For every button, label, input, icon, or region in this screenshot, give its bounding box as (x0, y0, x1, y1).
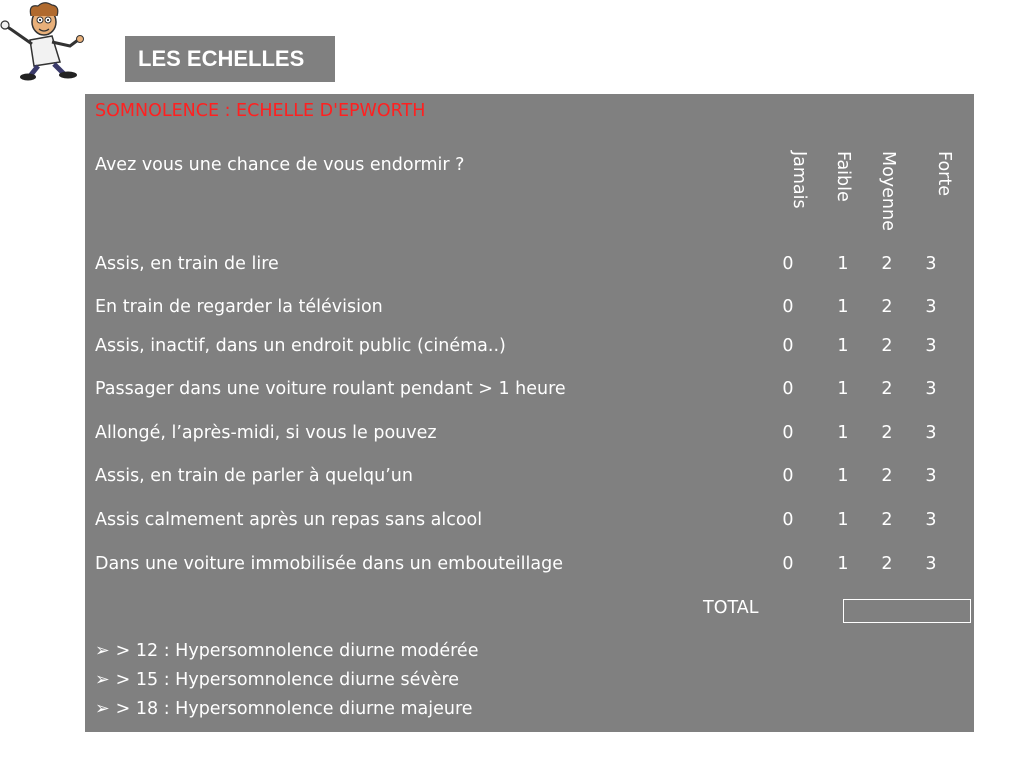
column-header-moyenne: Moyenne (878, 151, 898, 231)
score-option[interactable]: 0 (782, 254, 794, 274)
score-option[interactable]: 3 (925, 466, 937, 486)
score-option[interactable]: 0 (782, 510, 794, 530)
score-option[interactable]: 3 (925, 554, 937, 574)
score-option[interactable]: 1 (837, 379, 849, 399)
column-header-forte: Forte (934, 151, 954, 196)
score-option[interactable]: 0 (782, 554, 794, 574)
score-option[interactable]: 2 (881, 379, 893, 399)
arrow-bullet-icon: ➢ (95, 670, 110, 690)
score-option[interactable]: 3 (925, 297, 937, 317)
score-option[interactable]: 0 (782, 379, 794, 399)
total-input[interactable] (843, 599, 971, 623)
interpretation-item: ➢ > 15 : Hypersomnolence diurne sévère (95, 670, 460, 690)
cartoon-professor-icon (0, 0, 96, 82)
score-option[interactable]: 2 (881, 297, 893, 317)
score-option[interactable]: 2 (881, 423, 893, 443)
row-label: Assis, en train de lire (95, 254, 279, 274)
score-option[interactable]: 2 (881, 466, 893, 486)
arrow-bullet-icon: ➢ (95, 641, 110, 661)
row-label: Passager dans une voiture roulant pendant > 1 heure (95, 379, 566, 399)
column-header-jamais: Jamais (789, 151, 809, 209)
interpretation-item: ➢ > 18 : Hypersomnolence diurne majeure (95, 699, 473, 719)
score-option[interactable]: 1 (837, 466, 849, 486)
score-option[interactable]: 1 (837, 254, 849, 274)
page-title: LES ECHELLES (125, 36, 335, 82)
score-option[interactable]: 2 (881, 510, 893, 530)
score-option[interactable]: 0 (782, 297, 794, 317)
total-label: TOTAL (703, 598, 759, 618)
score-option[interactable]: 3 (925, 510, 937, 530)
row-label: Assis calmement après un repas sans alcool (95, 510, 483, 530)
row-label: Assis, en train de parler à quelqu’un (95, 466, 413, 486)
scale-question: Avez vous une chance de vous endormir ? (95, 155, 465, 175)
score-option[interactable]: 1 (837, 423, 849, 443)
row-label: En train de regarder la télévision (95, 297, 383, 317)
score-option[interactable]: 3 (925, 423, 937, 443)
score-option[interactable]: 3 (925, 379, 937, 399)
score-option[interactable]: 3 (925, 254, 937, 274)
row-label: Assis, inactif, dans un endroit public (cinéma..) (95, 336, 506, 356)
scale-heading: SOMNOLENCE : ECHELLE D'EPWORTH (95, 101, 426, 121)
score-option[interactable]: 2 (881, 554, 893, 574)
epworth-panel (85, 94, 974, 732)
score-option[interactable]: 1 (837, 297, 849, 317)
arrow-bullet-icon: ➢ (95, 699, 110, 719)
interpretation-item: ➢ > 12 : Hypersomnolence diurne modérée (95, 641, 479, 661)
score-option[interactable]: 1 (837, 554, 849, 574)
score-option[interactable]: 2 (881, 254, 893, 274)
score-option[interactable]: 0 (782, 423, 794, 443)
row-label: Allongé, l’après-midi, si vous le pouvez (95, 423, 437, 443)
column-header-faible: Faible (833, 151, 853, 202)
score-option[interactable]: 2 (881, 336, 893, 356)
score-option[interactable]: 3 (925, 336, 937, 356)
score-option[interactable]: 0 (782, 336, 794, 356)
score-option[interactable]: 0 (782, 466, 794, 486)
row-label: Dans une voiture immobilisée dans un embouteillage (95, 554, 563, 574)
score-option[interactable]: 1 (837, 336, 849, 356)
score-option[interactable]: 1 (837, 510, 849, 530)
